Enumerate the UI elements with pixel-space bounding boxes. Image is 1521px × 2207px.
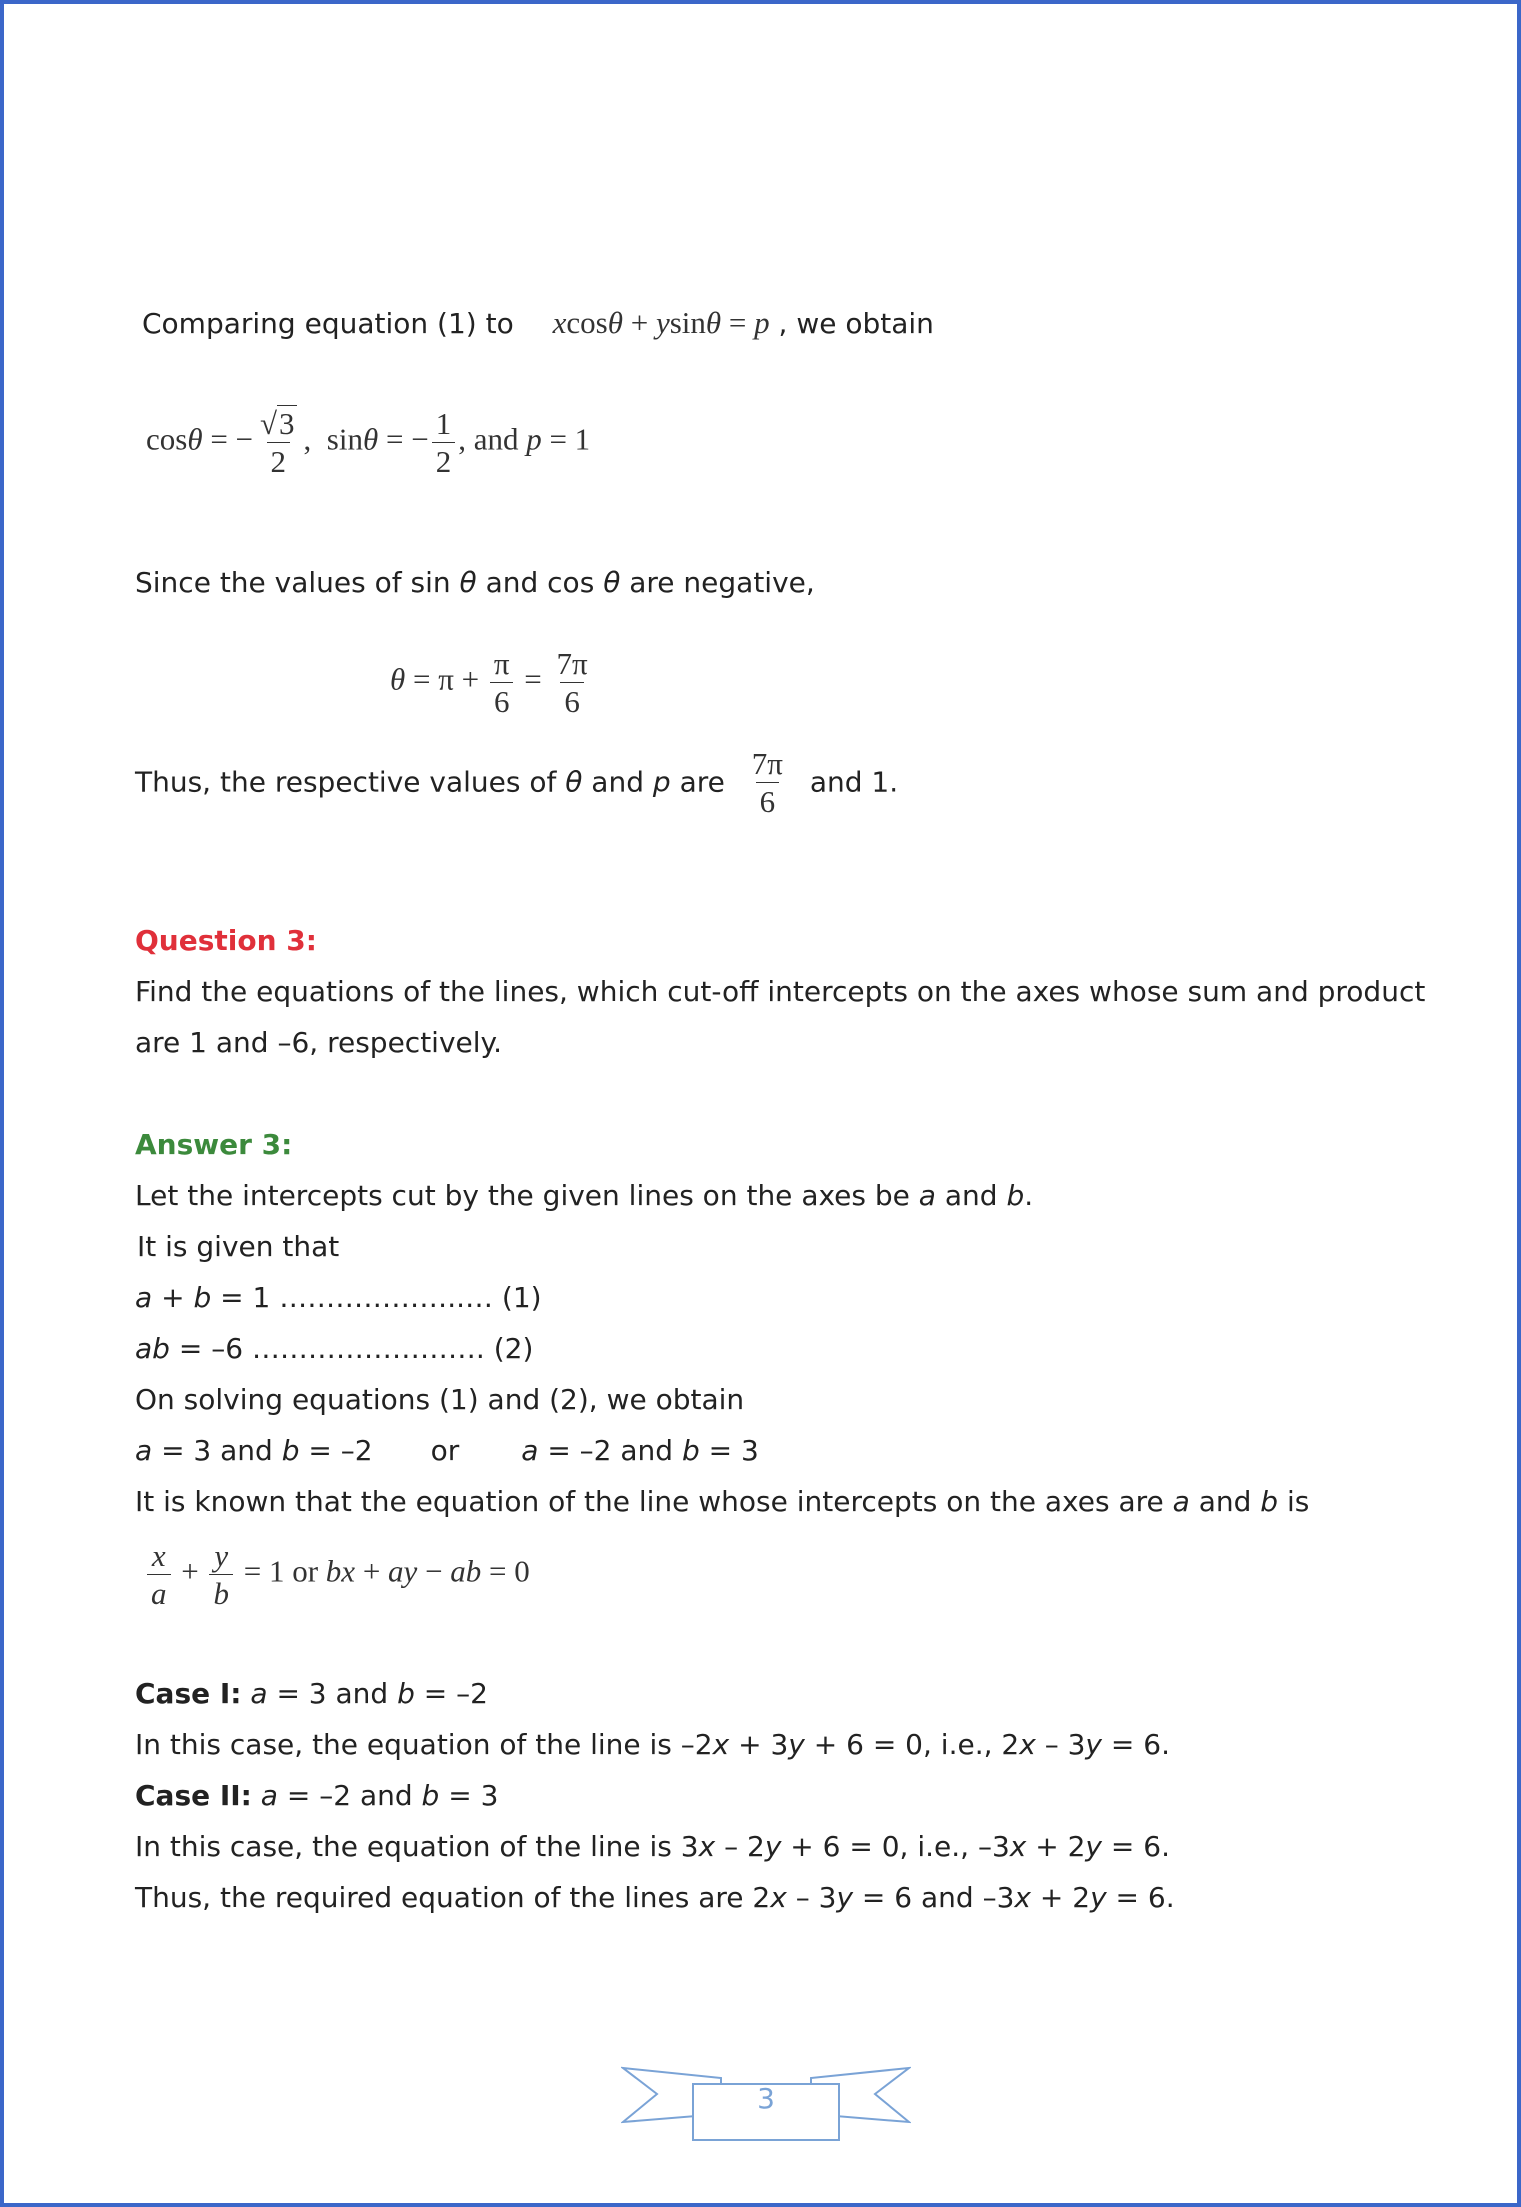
page-number: 3 [757,2082,775,2115]
seven-pi-over-six: $\frac{7\pi}{6}$ [751,746,783,819]
final-line: Thus, the required equation of the lines are 2x – 3y = 6 and –3x + 2y = 6. [135,1881,1175,1914]
thus-values-line: Thus, the respective values of θ and p are $\frac{7\pi}{6}$ and 1. [135,746,899,819]
answer-line-given: It is given that [137,1230,340,1263]
answer-line-known: It is known that the equation of the line whose intercepts on the axes are a and b is [135,1485,1310,1518]
answer-heading: Answer 3: [135,1128,293,1161]
question-heading: Question 3: [135,924,317,957]
negative-values-line: Since the values of sin θ and cos θ are negative, [135,566,815,599]
page-number-ribbon [621,2064,911,2144]
intercept-form-equation: $\frac{x}{a}$ + $\frac{y}{b}$ = 1 or bx + ay − ab = 0 [144,1540,530,1609]
equation-1: a + b = 1 ………………..… (1) [135,1281,542,1314]
question-text-line-2: are 1 and –6, respectively. [135,1026,503,1059]
answer-line-solving: On solving equations (1) and (2), we obtain [135,1383,745,1416]
comparing-line [142,303,934,344]
theta-equation: θ = π + $\frac{\pi}{6}$ = $\frac{7\pi}{6}$ [390,646,588,719]
case-2-line: In this case, the equation of the line is 3x – 2y + 6 = 0, i.e., –3x + 2y = 6. [135,1830,1170,1863]
answer-line-solutions: a = 3 and b = –2 or a = –2 and b = 3 [135,1434,759,1467]
case-2-heading: Case II: a = –2 and b = 3 [135,1779,499,1812]
comparing-text: Comparing equation (1) to [142,307,514,340]
values-equation: cosθ = − $\frac{√3}{2}$ , sinθ = − $\frac{1}{2}$ , and p = 1 [146,406,591,479]
case-1-line: In this case, the equation of the line is –2x + 3y + 6 = 0, i.e., 2x – 3y = 6. [135,1728,1170,1761]
question-text-line-1: Find the equations of the lines, which cut-off intercepts on the axes whose sum and product [135,975,1426,1008]
equation-2: ab = –6 ……………………. (2) [135,1332,534,1365]
normal-form-equation: xcosθ + ysinθ = p [552,305,770,340]
case-1-heading: Case I: a = 3 and b = –2 [135,1677,488,1710]
answer-line-intercepts: Let the intercepts cut by the given lines on the axes be a and b. [135,1179,1034,1212]
we-obtain-text: , we obtain [778,307,934,340]
